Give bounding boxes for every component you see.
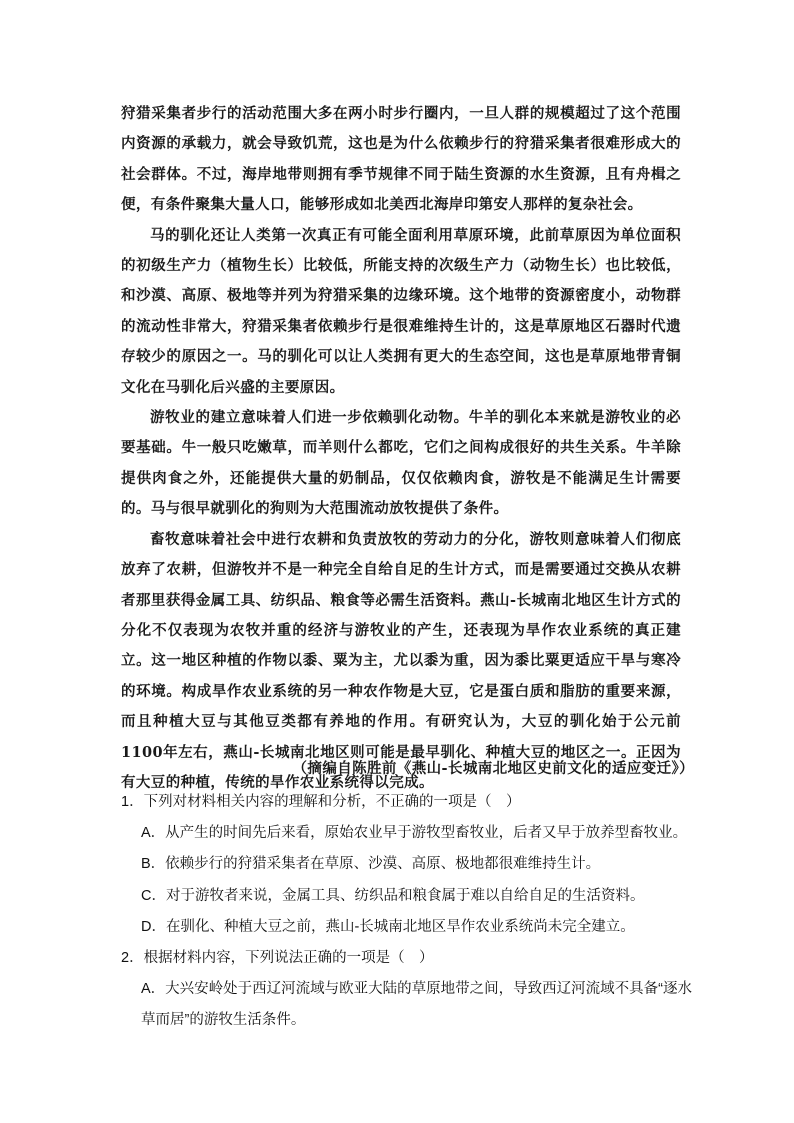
option-c: C．对于游牧者来说，金属工具、纺织品和粮食属于难以自给自足的生活资料。 xyxy=(141,887,645,904)
question-stem: 1．下列对材料相关内容的理解和分析，不正确的一项是（ ） xyxy=(121,794,521,810)
option-a: A．大兴安岭处于西辽河流域与欧亚大陆的草原地带之间，导致西辽河流域不具备“逐水草而居”的游牧生活条件。 xyxy=(141,981,692,1029)
passage-source: （摘编自陈胜前《燕山-长城南北地区史前文化的适应变迁》） xyxy=(292,760,694,777)
passage-paragraph-2: 马的驯化还让人类第一次真正有可能全面利用草原环境，此前草原因为单位面积的初级生产力（植物生长）比较低，所能支持的次级生产力（动物生长）也比较低，和沙漠、高原、极地等并列为狩猎采集的边缘环境。这个地带的资源密度小，动物群的流动性非常大，狩猎采集者依赖步行是很难维持生计的，这是草原地区石器时代遗存较少的原因之一。马的驯化可以让人类拥有更大的生态空间，这也是草原地带青铜文化在马驯化后兴盛的主要原因。 xyxy=(121,226,681,396)
question-2 xyxy=(121,943,696,1037)
passage-paragraph-1: 狩猎采集者步行的活动范围大多在两小时步行圈内，一旦人群的规模超过了这个范围内资源的承载力，就会导致饥荒，这也是为什么依赖步行的狩猎采集者很难形成大的社会群体。不过，海岸地带则拥有季节规律不同于陆生资源的水生资源，且有舟楫之便，有条件聚集大量人口，能够形成如北美西北海岸印第安人那样的复杂社会。 xyxy=(121,105,681,214)
option-a: A．从产生的时间先后来看，原始农业早于游牧型畜牧业，后者又早于放养型畜牧业。 xyxy=(141,825,688,842)
question-stem: 2．根据材料内容，下列说法正确的一项是（ ） xyxy=(121,950,434,967)
passage-paragraph-3: 游牧业的建立意味着人们进一步依赖驯化动物。牛羊的驯化本来就是游牧业的必要基础。牛一般只吃嫩草，而羊则什么都吃，它们之间构成很好的共生关系。牛羊除提供肉食之外，还能提供大量的奶制品，仅仅依赖肉食，游牧是不能满足生计需要的。马与很早就驯化的狗则为大范围流动放牧提供了条件。 xyxy=(121,409,681,518)
passage-paragraph-4: 畜牧意味着社会中进行农耕和负责放牧的劳动力的分化，游牧则意味着人们彻底放弃了农耕，但游牧并不是一种完全自给自足的生计方式，而是需要通过交换从农耕者那里获得金属工具、纺织品、粮食等必需生活资料。燕山-长城南北地区生计方式的分化不仅表现为农牧并重的经济与游牧业的产生，还表现为旱作农业系统的真正建立。这一地区种植的作物以黍、粟为主，尤以黍为重，因为黍比粟更适应干旱与寒冷的环境。构成旱作农业系统的另一种农作物是大豆，它是蛋白质和脂肪的重要来源，而且种植大豆与其他豆类都有养地的作用。有研究认为，大豆的驯化始于公元前1100年左右，燕山-长城南北地区则可能是最早驯化、种植大豆的地区之一。正因为有大豆的种植，传统的旱作农业系统得以完成。 xyxy=(121,530,681,791)
question-1 xyxy=(121,787,696,943)
option-d: D．在驯化、种植大豆之前，燕山-长城南北地区旱作农业系统尚未完全建立。 xyxy=(141,918,635,935)
reading-passage xyxy=(121,99,681,798)
question-list xyxy=(121,787,696,1037)
option-b: B．依赖步行的狩猎采集者在草原、沙漠、高原、极地都很难维持生计。 xyxy=(141,856,601,873)
